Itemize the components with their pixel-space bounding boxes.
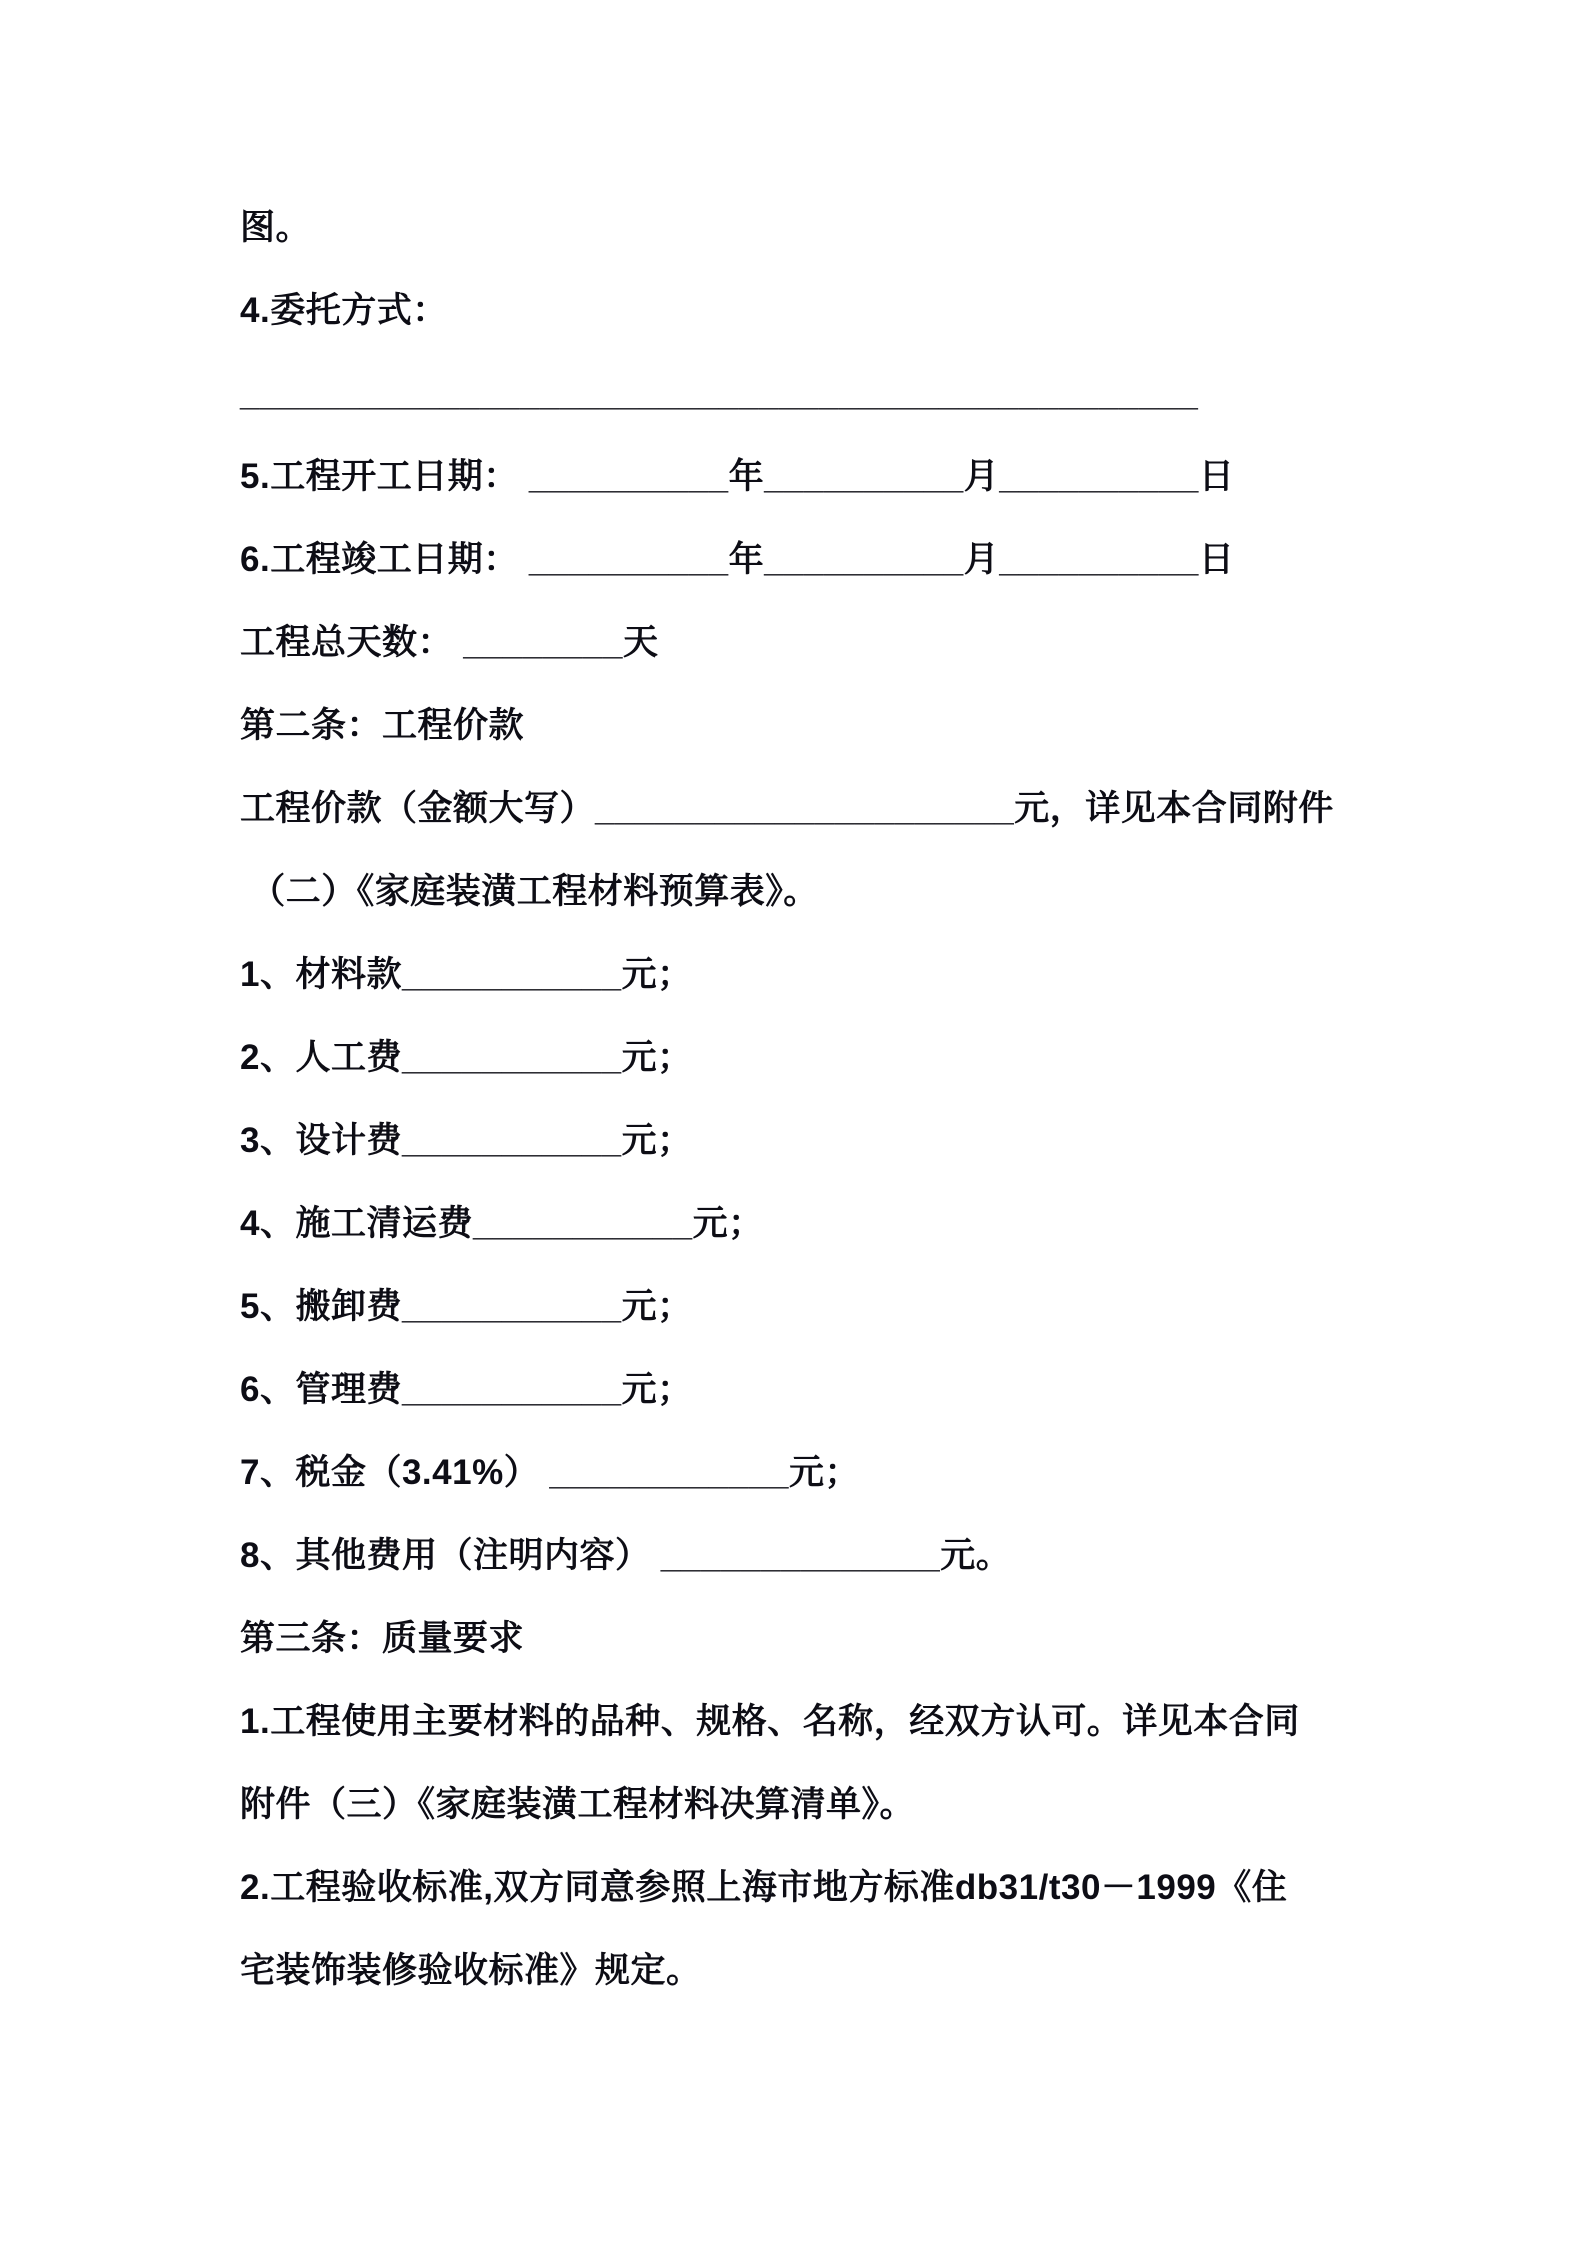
fill-in-blank-line: ________________________________________________ bbox=[240, 374, 1199, 413]
line-quality-item-2a: 2.工程验收标准,双方同意参照上海市地方标准db31/t30－1999《住 bbox=[240, 1868, 1288, 1907]
heading-article-3: 第三条：质量要求 bbox=[240, 1619, 525, 1658]
line-quality-item-2b: 宅装饰装修验收标准》规定。 bbox=[240, 1951, 702, 1990]
line-fee-other: 8、其他费用（注明内容） ______________元。 bbox=[240, 1536, 1012, 1575]
line-entrust-method: 4.委托方式： bbox=[240, 291, 448, 330]
line-quality-item-1b: 附件（三）《家庭装潢工程材料决算清单》。 bbox=[240, 1785, 916, 1824]
line-quality-item-1a: 1.工程使用主要材料的品种、规格、名称，经双方认可。详见本合同 bbox=[240, 1702, 1300, 1741]
line-fee-handling: 5、搬卸费___________元； bbox=[240, 1287, 693, 1326]
heading-article-2: 第二条：工程价款 bbox=[240, 706, 525, 745]
line-start-date: 5.工程开工日期： __________年__________月__________日 bbox=[240, 457, 1235, 496]
line-completion-date: 6.工程竣工日期： __________年__________月__________日 bbox=[240, 540, 1235, 579]
line-attachment-2: （二）《家庭装潢工程材料预算表》。 bbox=[240, 872, 819, 911]
line-total-days: 工程总天数： ________天 bbox=[240, 623, 659, 662]
line-fee-tax: 7、税金（3.41%） ____________元； bbox=[240, 1453, 861, 1492]
line-fee-design: 3、设计费___________元； bbox=[240, 1121, 693, 1160]
line-project-price: 工程价款（金额大写）_____________________元，详见本合同附件 bbox=[240, 789, 1334, 828]
line-fee-materials: 1、材料款___________元； bbox=[240, 955, 693, 994]
line-fee-cleanup: 4、施工清运费___________元； bbox=[240, 1204, 764, 1243]
line-fee-management: 6、管理费___________元； bbox=[240, 1370, 693, 1409]
line-figure-caption: 图。 bbox=[240, 208, 312, 247]
line-fee-labor: 2、人工费___________元； bbox=[240, 1038, 693, 1077]
